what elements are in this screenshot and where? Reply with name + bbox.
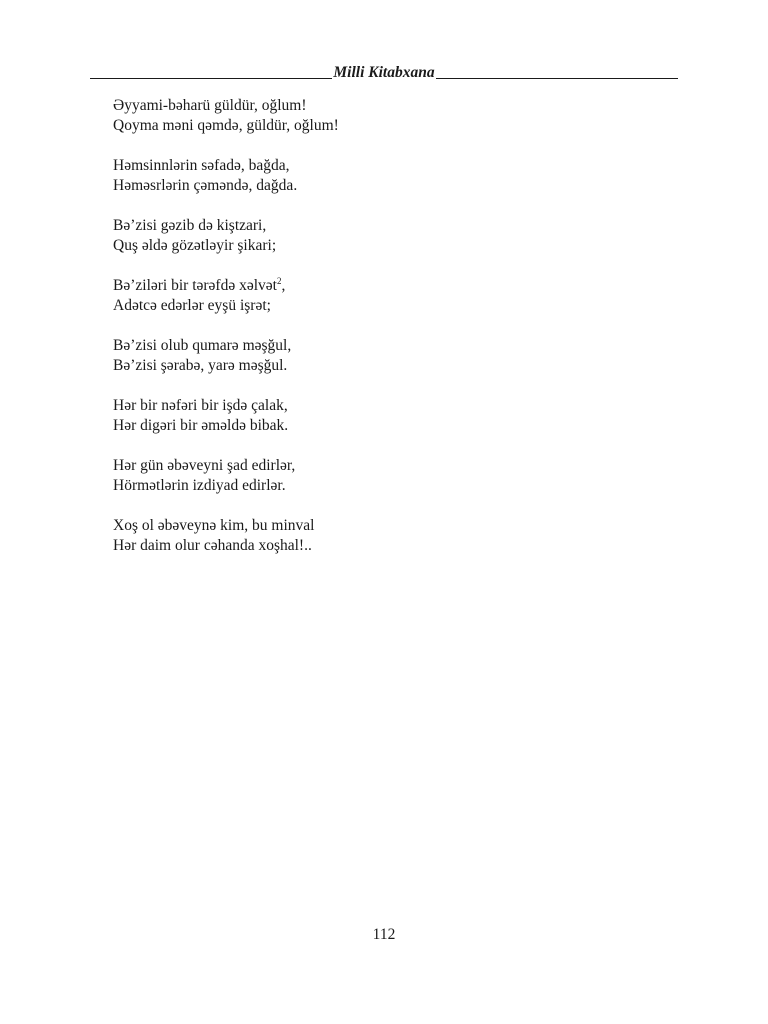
poem-line: Hörmətlərin izdiyad edirlər. xyxy=(113,477,286,494)
poem-body xyxy=(113,96,633,576)
poem-line: Bə’zisi şərabə, yarə məşğul. xyxy=(113,357,288,374)
poem-line: Həmsinnlərin səfadə, bağda, xyxy=(113,157,290,174)
header-rule-left xyxy=(90,78,332,79)
header-rule-right xyxy=(436,78,678,79)
page-number: 112 xyxy=(372,926,396,943)
poem-line: Hər gün əbəveyni şad edirlər, xyxy=(113,457,296,474)
poem-line: Həməsrlərin çəməndə, dağda. xyxy=(113,177,298,194)
poem-line: Hər digəri bir əməldə bibak. xyxy=(113,417,289,434)
footnote-marker[interactable]: 2 xyxy=(276,276,282,286)
poem-line: Hər bir nəfəri bir işdə çalak, xyxy=(113,397,288,414)
poem-line: Hər daim olur cəhanda xoşhal!.. xyxy=(113,537,312,554)
poem-line-text: Bə’ziləri bir tərəfdə xəlvət xyxy=(113,277,277,294)
stanza xyxy=(113,96,633,136)
poem-line: Xoş ol əbəveynə kim, bu minval xyxy=(113,517,315,534)
stanza xyxy=(113,396,633,436)
poem-line: Əyyami-bəharü güldür, oğlum! xyxy=(113,97,307,114)
poem-line: Bə’zisi olub qumarə məşğul, xyxy=(113,337,292,354)
stanza xyxy=(113,336,633,376)
header-title: Milli Kitabxana xyxy=(333,64,435,81)
poem-line: Quş əldə gözətləyir şikari; xyxy=(113,237,277,254)
running-header xyxy=(90,60,678,82)
poem-line: Qoyma məni qəmdə, güldür, oğlum! xyxy=(113,117,339,134)
stanza xyxy=(113,156,633,196)
stanza xyxy=(113,276,633,316)
poem-line-punctuation: , xyxy=(281,277,286,294)
stanza xyxy=(113,516,633,556)
stanza xyxy=(113,456,633,496)
stanza xyxy=(113,216,633,256)
poem-line-with-footnote xyxy=(113,276,633,296)
poem-line: Adətcə edərlər eyşü işrət; xyxy=(113,297,271,314)
poem-line: Bə’zisi gəzib də kiştzari, xyxy=(113,217,267,234)
